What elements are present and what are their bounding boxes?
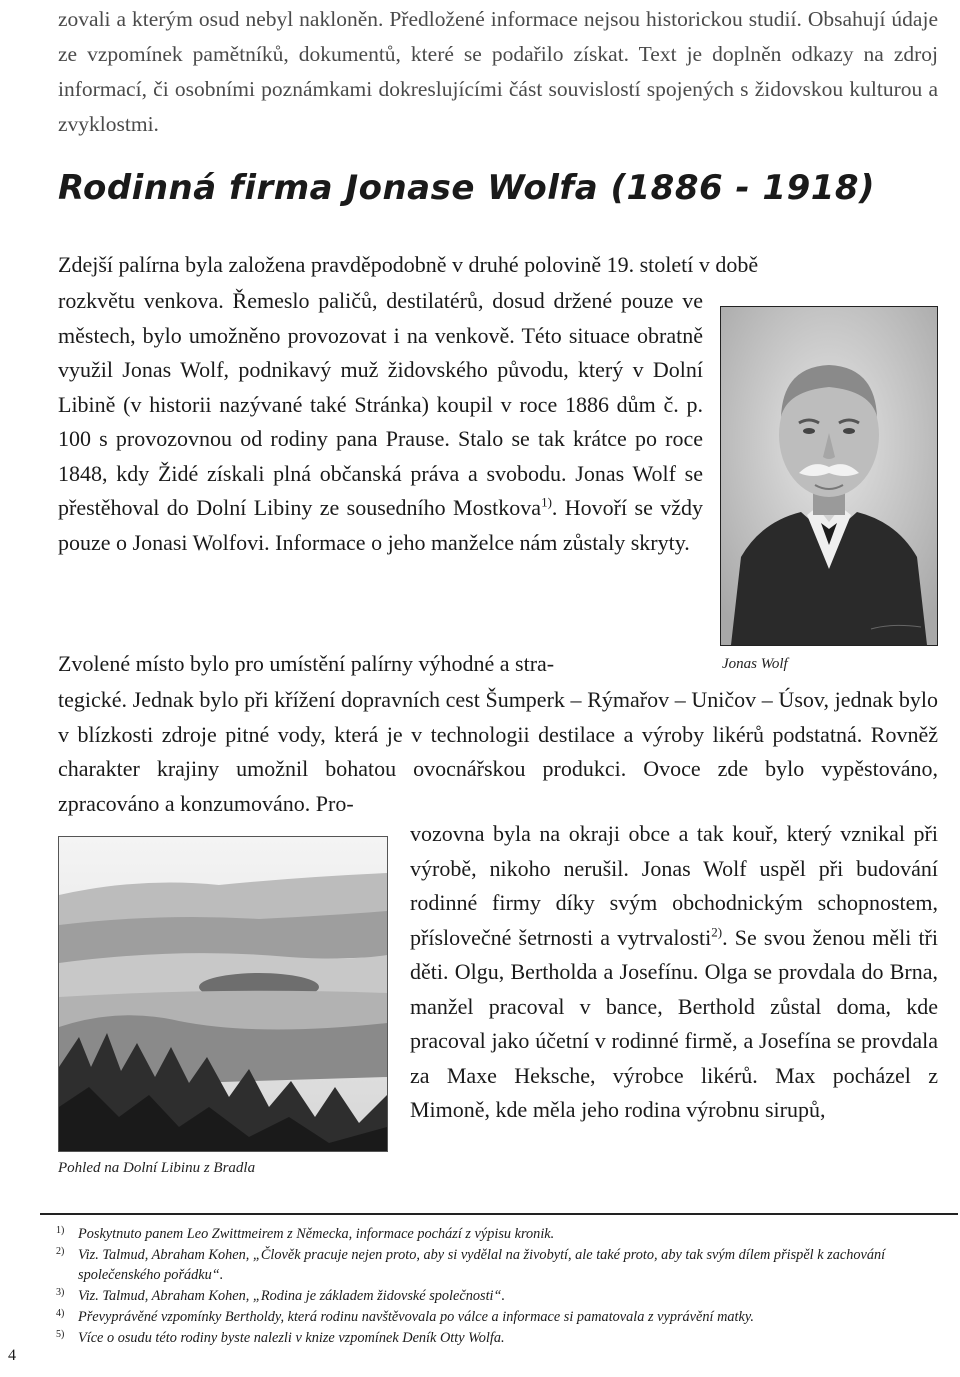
footnote-text: Viz. Talmud, Abraham Kohen, „Člověk pracuje nejen proto, aby si vydělal na živobytí, ale také proto, aby tak svým dílem přispěl k zachování společenského pořádku“. xyxy=(78,1247,886,1283)
footnote-number: 1) xyxy=(56,1225,65,1236)
footnote-ref-2: 2) xyxy=(711,924,723,940)
paragraph-1-text-a: rozkvětu venkova. Řemeslo paličů, destilatérů, dosud držené pouze ve městech, bylo umožněno provozovat i na venkově. Této situace obratně využil Jonas Wolf, podnikavý muž židovského původu, který v Dolní Libině (v historii nazývané také Stránka) koupil v roce 1886 dům č. p. 100 s provozovnou od rodiny pana Prause. Stalo se tak krátce po roce 1848, kdy Židé získali plná občanská práva a svobodu. Jonas Wolf se přestěhoval do Dolní Libiny ze sousedního Mostkova xyxy=(58,288,703,520)
paragraph-3-text-b: . Se svou ženou měli tři děti. Olgu, Bertholda a Josefínu. Olga se provdala do Brna, manžel pracoval v bance, Berthold zůstal doma, kde pracoval jako účetní v rodinné firmě, a Josefína se provdala za Maxe Heksche, výrobce likérů. Max pocházel z Mimoně, kde měla jeho rodina výrobnu sirupů, xyxy=(410,924,938,1122)
footnote-number: 2) xyxy=(56,1246,65,1257)
paragraph-1-text-b: . Hovoří se vždy pouze o Jonasi Wolfovi. Informace o jeho manželce nám zůstaly skryty. xyxy=(58,495,703,555)
footnote-item xyxy=(40,1329,940,1349)
footnotes xyxy=(40,1225,940,1350)
footnote-number: 4) xyxy=(56,1307,65,1319)
paragraph-2-first-line: Zvolené místo bylo pro umístění palírny výhodné a stra- xyxy=(58,651,555,676)
portrait-image xyxy=(721,307,937,645)
section-title: Rodinná firma Jonase Wolfa (1886 - 1918) xyxy=(58,168,876,208)
footnote-text: Převyprávěné vzpomínky Bertholdy, která rodinu navštěvovala po válce a informace si pamatovala z vyprávění matky. xyxy=(78,1308,754,1325)
footnote-item xyxy=(40,1225,940,1245)
footnote-text: Poskytnuto panem Leo Zwittmeirem z Německa, informace pochází z výpisu kronik. xyxy=(78,1226,555,1242)
portrait-caption: Jonas Wolf xyxy=(722,656,788,672)
footnote-divider xyxy=(40,1213,958,1215)
paragraph-1-first-line: Zdejší palírna byla založena pravděpodobně v druhé polovině 19. století v době xyxy=(58,252,759,277)
footnote-text: Viz. Talmud, Abraham Kohen, „Rodina je základem židovské společnosti“. xyxy=(78,1287,506,1304)
landscape-photo xyxy=(58,836,388,1152)
footnote-item xyxy=(40,1308,940,1328)
footnote-text: Více o osudu této rodiny byste nalezli v knize vzpomínek Deník Otty Wolfa. xyxy=(78,1329,505,1346)
paragraph-2-body: tegické. Jednak bylo při křížení dopravních cest Šumperk – Rýmařov – Uničov – Úsov, jednak bylo v blízkosti zdroje pitné vody, která je v technologii destilace a výroby likérů podstatná. Rovněž charakter krajiny umožnil bohatou ovocnářskou produkci. Ovoce zde bylo vypěstováno, zpracováno a konzumováno. Pro- xyxy=(58,687,938,816)
paragraph-3-text-a: vozovna byla na okraji obce a tak kouř, který vznikal při výrobě, nikoho nerušil. Jonas Wolf uspěl při budování rodinné firmy díky svým obchodnickým schopnostem, příslovečné šetrnosti a vytrvalosti xyxy=(410,821,938,950)
intro-paragraph: zovali a kterým osud nebyl nakloněn. Předložené informace nejsou historickou studií. Obsahují údaje ze vzpomínek pamětníků, dokumentů, které se podařilo získat. Text je doplněn odkazy na zdroj informací, či osobními poznámkami dokreslujícími část souvislostí spojených s židovskou kulturou a zvyklostmi. xyxy=(58,7,938,136)
footnote-number: 5) xyxy=(56,1328,65,1340)
footnote-item xyxy=(40,1246,940,1285)
paragraph-1-body xyxy=(58,284,703,560)
footnote-item xyxy=(40,1287,940,1307)
paragraph-3 xyxy=(410,817,938,1128)
landscape-image xyxy=(59,837,387,1151)
portrait-photo xyxy=(720,306,938,646)
footnote-ref-1: 1) xyxy=(541,494,552,510)
landscape-caption: Pohled na Dolní Libinu z Bradla xyxy=(58,1160,256,1176)
page-number: 4 xyxy=(8,1347,16,1364)
footnote-number: 3) xyxy=(56,1286,65,1298)
